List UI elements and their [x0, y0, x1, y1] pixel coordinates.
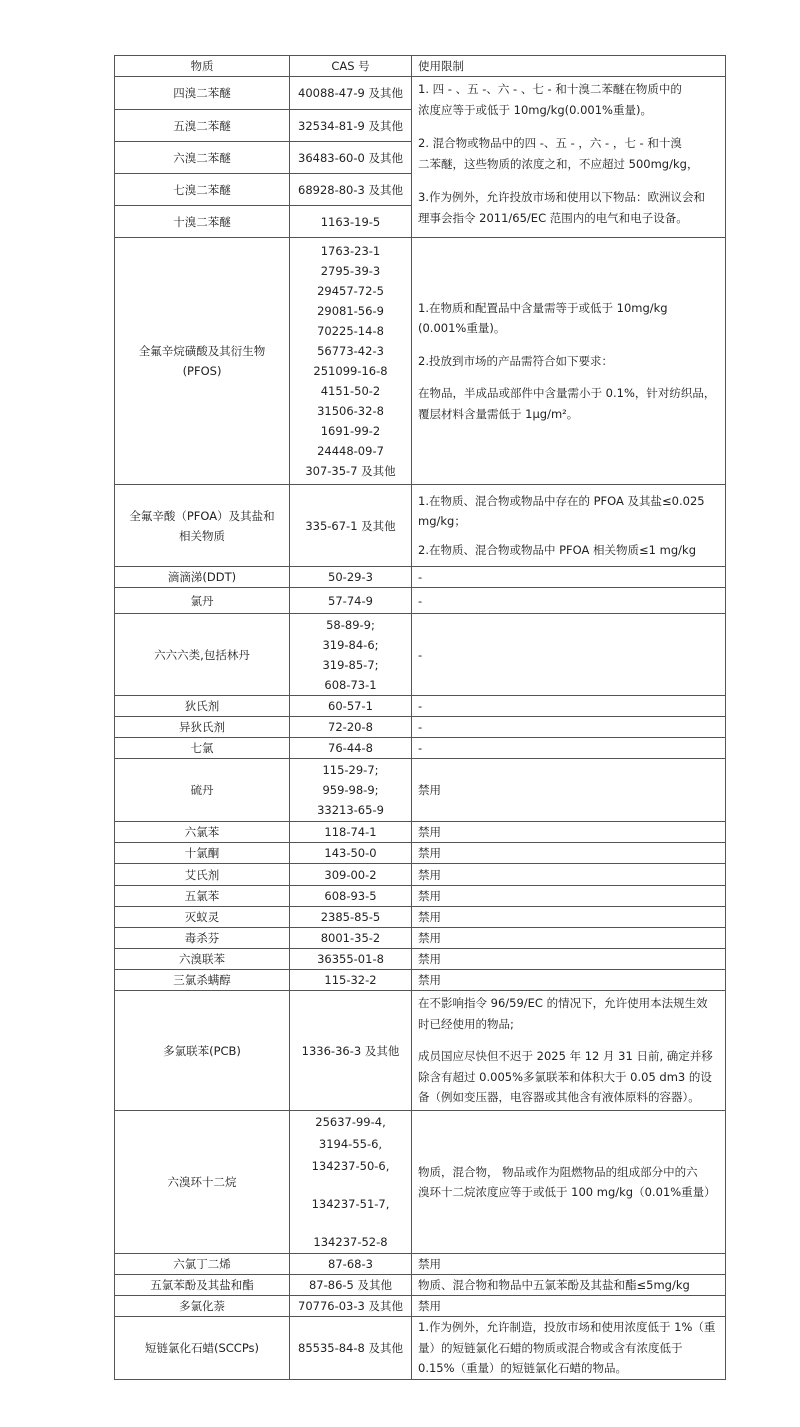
cas-number: 335-67-1 及其他: [290, 485, 412, 567]
cas-number: [290, 238, 412, 485]
table-row: [115, 886, 726, 907]
cas-number: 87-86-5 及其他: [290, 1275, 412, 1296]
substance-name: 狄氏剂: [115, 696, 290, 717]
cas-line: 1691-99-2: [320, 424, 381, 438]
restriction-text: [412, 485, 726, 567]
cas-number: 70776-03-3 及其他: [290, 1296, 412, 1317]
substance-name: 五氯苯酚及其盐和酯: [115, 1275, 290, 1296]
table-row: [115, 970, 726, 991]
restriction-text: [412, 77, 726, 238]
cas-number: 309-00-2: [290, 864, 412, 886]
substance-line: 全氟辛烷磺酸及其衍生物: [138, 344, 266, 358]
cas-line: 251099-16-8: [313, 364, 388, 378]
cas-number: 143-50-0: [290, 843, 412, 864]
restriction-line: 2.投放到市场的产品需符合如下要求：: [418, 353, 613, 368]
restriction-text: 禁用: [412, 886, 726, 907]
restriction-text: -: [412, 738, 726, 759]
table-row: [115, 567, 726, 588]
restriction-line: 1. 四 - 、五 -、六 - 、七 - 和十溴二苯醚在物质中的: [418, 82, 682, 96]
header-restriction: 使用限制: [412, 56, 726, 77]
substance-name: 艾氏剂: [115, 864, 290, 886]
restriction-text: 物质、混合物和物品中五氯苯酚及其盐和酯≤5mg/kg: [412, 1275, 726, 1296]
cas-line: 134237-50-6,: [311, 1159, 390, 1173]
substance-name: 六氯丁二烯: [115, 1254, 290, 1275]
restriction-line: 二苯醚，这些物质的浓度之和，不应超过 500mg/kg，: [418, 156, 699, 171]
table-row: [115, 759, 726, 822]
restriction-line: 备（例如变压器，电容器或其他含有液体原料的容器）。: [418, 1090, 700, 1105]
restriction-line: 1.在物质、混合物或物品中存在的 PFOA 及其盐≤0.025: [418, 493, 705, 508]
restriction-text: [412, 238, 726, 485]
substance-name: 毒杀芬: [115, 928, 290, 949]
restriction-line: 1.作为例外，允许制造，投放市场和使用浓度低于 1%（重: [418, 1320, 716, 1334]
table-row: [115, 77, 726, 110]
table-row: [115, 588, 726, 614]
cas-line: 29457-72-5: [317, 284, 384, 298]
table-row: [115, 1254, 726, 1275]
restriction-line: 在不影响指令 96/59/EC 的情况下，允许使用本法规生效: [418, 996, 708, 1011]
cas-line: 24448-09-7: [317, 444, 384, 458]
restriction-text: -: [412, 588, 726, 614]
restriction-text: 禁用: [412, 1254, 726, 1275]
restriction-text: 禁用: [412, 843, 726, 864]
cas-number: 57-74-9: [290, 588, 412, 614]
substance-name: 异狄氏剂: [115, 717, 290, 738]
restriction-text: [412, 1111, 726, 1254]
restriction-text: 禁用: [412, 949, 726, 970]
table-row: [115, 822, 726, 843]
cas-line: 29081-56-9: [317, 304, 384, 318]
cas-number: [290, 759, 412, 822]
substance-line: 相关物质: [179, 528, 225, 543]
restriction-text: 禁用: [412, 759, 726, 822]
cas-line: 115-29-7;: [322, 763, 379, 777]
cas-number: 118-74-1: [290, 822, 412, 843]
restriction-text: -: [412, 717, 726, 738]
restriction-text: 禁用: [412, 822, 726, 843]
cas-line: 25637-99-4,: [315, 1115, 386, 1129]
restriction-text: -: [412, 614, 726, 696]
cas-number: 115-32-2: [290, 970, 412, 991]
cas-line: 31506-32-8: [317, 404, 384, 418]
cas-line: 1763-23-1: [320, 244, 381, 258]
restriction-line: 时已经使用的物品;: [418, 1016, 514, 1031]
table-row: [115, 1296, 726, 1317]
restriction-text: 禁用: [412, 928, 726, 949]
restriction-text: -: [412, 567, 726, 588]
table-row: [115, 991, 726, 1111]
table-row: [115, 485, 726, 567]
restriction-line: 除含有超过 0.005%多氯联苯和体积大于 0.05 dm3 的设: [418, 1069, 712, 1084]
cas-number: 36483-60-0 及其他: [290, 142, 412, 174]
restriction-line: 物质，混合物， 物品或作为阻燃物品的组成部分中的六: [418, 1164, 698, 1179]
substance-name: [115, 238, 290, 485]
restriction-text: 禁用: [412, 907, 726, 928]
cas-number: 68928-80-3 及其他: [290, 174, 412, 206]
substance-name: 七溴二苯醚: [115, 174, 290, 206]
substance-name: 多氯化萘: [115, 1296, 290, 1317]
substance-line: (PFOS): [182, 364, 222, 378]
substance-name: 五氯苯: [115, 886, 290, 907]
restriction-text: 禁用: [412, 1296, 726, 1317]
cas-line: 319-84-6;: [322, 637, 379, 652]
restriction-line: 2.在物质、混合物或物品中 PFOA 相关物质≤1 mg/kg: [418, 542, 696, 557]
substance-name: 六溴联苯: [115, 949, 290, 970]
substance-name: 六氯苯: [115, 822, 290, 843]
restriction-line: 浓度应等于或低于 10mg/kg(0.001%重量)。: [418, 102, 652, 117]
substance-name: 七氯: [115, 738, 290, 759]
cas-line: 58-89-9;: [326, 617, 375, 632]
substance-name: 氯丹: [115, 588, 290, 614]
cas-number: 76-44-8: [290, 738, 412, 759]
table-row: [115, 614, 726, 696]
restriction-line: mg/kg；: [418, 514, 466, 529]
table-row: [115, 1111, 726, 1254]
substance-name: 多氯联苯(PCB): [115, 991, 290, 1111]
table-row: [115, 864, 726, 886]
cas-line: 33213-65-9: [317, 803, 384, 817]
cas-line: 2795-39-3: [320, 264, 381, 278]
cas-number: 60-57-1: [290, 696, 412, 717]
table-row: [115, 843, 726, 864]
table-row: [115, 907, 726, 928]
restriction-line: 3.作为例外，允许投放市场和使用以下物品：欧洲议会和: [418, 190, 705, 204]
restriction-line: 溴环十二烷浓度应等于或低于 100 mg/kg（0.01%重量）: [418, 1185, 716, 1199]
cas-line: 307-35-7 及其他: [305, 464, 396, 478]
cas-number: 1336-36-3 及其他: [290, 991, 412, 1111]
substance-name: 六溴环十二烷: [115, 1111, 290, 1254]
cas-number: 50-29-3: [290, 567, 412, 588]
restriction-line: 成员国应尽快但不迟于 2025 年 12 月 31 日前, 确定并移: [418, 1049, 713, 1064]
table-row: [115, 717, 726, 738]
cas-number: 8001-35-2: [290, 928, 412, 949]
restriction-line: 2. 混合物或物品中的四 -、五 - ，六 - ，七 - 和十溴: [418, 136, 682, 150]
cas-number: 85535-84-8 及其他: [290, 1317, 412, 1380]
substance-name: 滴滴涕(DDT): [115, 567, 290, 588]
cas-number: 1163-19-5: [290, 206, 412, 238]
substance-name: 短链氯化石蜡(SCCPs): [115, 1317, 290, 1380]
cas-number: 36355-01-8: [290, 949, 412, 970]
restriction-line: 1.在物质和配置品中含量需等于或低于 10mg/kg: [418, 300, 668, 315]
restricted-substances-table: [114, 55, 726, 1380]
cas-number: 608-93-5: [290, 886, 412, 907]
substance-name: 灭蚁灵: [115, 907, 290, 928]
restriction-line: 0.15%（重量）的短链氯化石蜡的物品。: [418, 1361, 628, 1375]
substance-name: 五溴二苯醚: [115, 110, 290, 142]
cas-number: 72-20-8: [290, 717, 412, 738]
cas-line: 134237-51-7,: [311, 1197, 390, 1211]
restriction-text: [412, 991, 726, 1111]
restriction-line: 覆层材料含量需低于 1μg/m²。: [418, 406, 579, 421]
table-row: [115, 949, 726, 970]
table-row: [115, 738, 726, 759]
header-substance: 物质: [115, 56, 290, 77]
cas-line: 56773-42-3: [317, 344, 384, 358]
cas-line: 608-73-1: [324, 677, 377, 692]
cas-line: 4151-50-2: [320, 384, 381, 398]
regulation-table-container: [114, 55, 725, 1380]
substance-name: 三氯杀螨醇: [115, 970, 290, 991]
table-row: [115, 1275, 726, 1296]
substance-name: 六溴二苯醚: [115, 142, 290, 174]
substance-name: 十氯酮: [115, 843, 290, 864]
substance-line: 全氟辛酸（PFOA）及其盐和: [129, 508, 275, 523]
table-row: [115, 238, 726, 485]
table-row: [115, 696, 726, 717]
cas-number: 2385-85-5: [290, 907, 412, 928]
substance-name: 硫丹: [115, 759, 290, 822]
cas-line: 319-85-7;: [322, 657, 379, 672]
cas-number: 87-68-3: [290, 1254, 412, 1275]
restriction-text: 禁用: [412, 864, 726, 886]
restriction-text: 禁用: [412, 970, 726, 991]
header-cas: CAS 号: [290, 56, 412, 77]
cas-line: 959-98-9;: [322, 783, 379, 797]
substance-name: 四溴二苯醚: [115, 77, 290, 110]
cas-line: 3194-55-6,: [318, 1137, 383, 1151]
restriction-text: -: [412, 696, 726, 717]
restriction-line: 理事会指令 2011/65/EC 范围内的电气和电子设备。: [418, 210, 688, 225]
restriction-text: [412, 1317, 726, 1380]
cas-number: [290, 1111, 412, 1254]
cas-number: 40088-47-9 及其他: [290, 77, 412, 110]
restriction-line: 量）的短链氯化石蜡的物质或混合物或含有浓度低于: [418, 1340, 683, 1355]
table-header-row: [115, 56, 726, 77]
substance-name: 十溴二苯醚: [115, 206, 290, 238]
restriction-line: 在物品，半成品或部件中含量需小于 0.1%，针对纺织品，: [418, 386, 716, 401]
table-row: [115, 928, 726, 949]
restriction-line: (0.001%重量)。: [418, 321, 506, 336]
substance-name: 六六六类,包括林丹: [115, 614, 290, 696]
substance-name: [115, 485, 290, 567]
cas-number: [290, 614, 412, 696]
cas-line: 134237-52-8: [313, 1235, 388, 1249]
table-row: [115, 1317, 726, 1380]
cas-line: 70225-14-8: [317, 324, 384, 338]
cas-number: 32534-81-9 及其他: [290, 110, 412, 142]
